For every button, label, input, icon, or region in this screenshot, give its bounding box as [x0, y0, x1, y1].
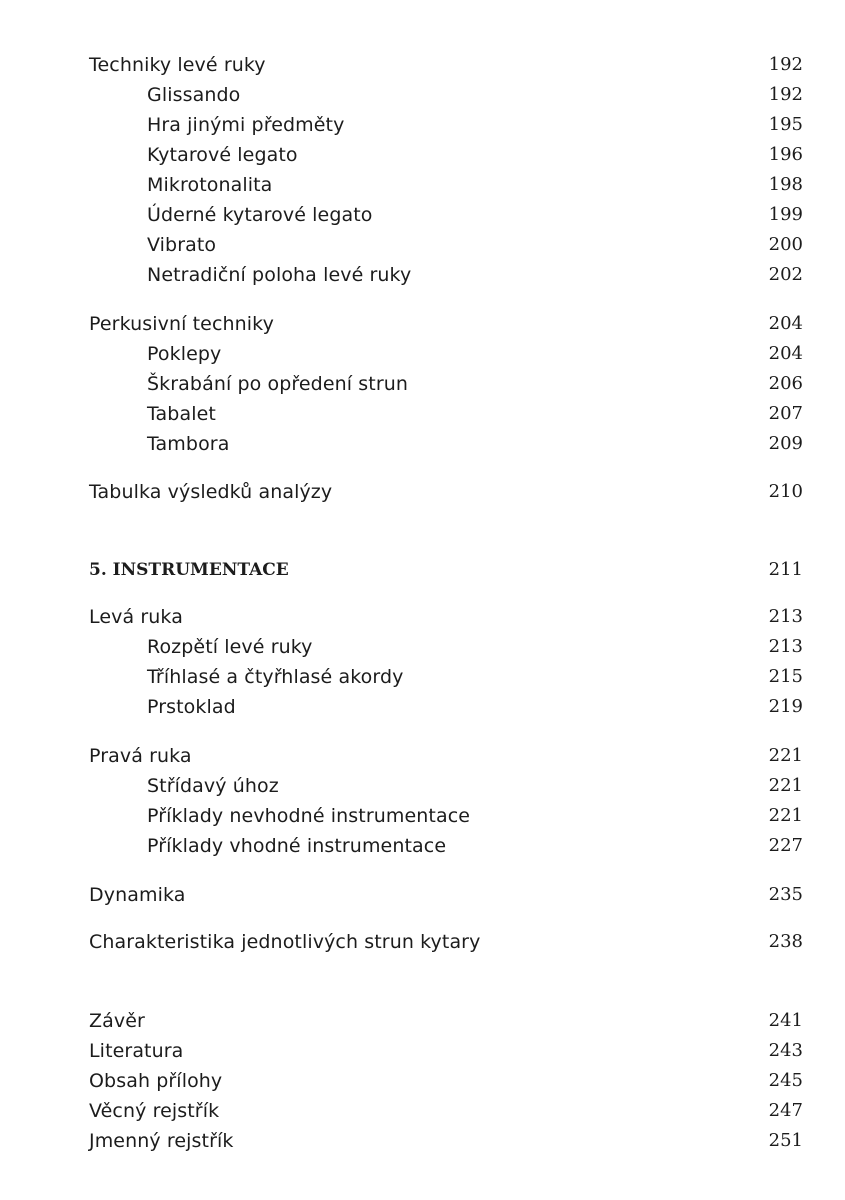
toc-chapter-title: 5. INSTRUMENTACE [89, 560, 289, 580]
toc-entry-title: Úderné kytarové legato [147, 204, 373, 226]
toc-entry-page: 204 [768, 313, 803, 334]
toc-entry-title: Netradiční poloha levé ruky [147, 264, 412, 286]
toc-entry-page: 192 [768, 84, 803, 105]
toc-entry [0, 831, 845, 861]
toc-entry-page: 209 [768, 433, 803, 454]
toc-entry-title: Věcný rejstřík [89, 1100, 220, 1122]
toc-entry [0, 1006, 845, 1036]
toc-entry [0, 80, 845, 110]
toc-entry [0, 801, 845, 831]
toc-entry-page: 238 [768, 931, 803, 952]
toc-entry [0, 200, 845, 230]
toc-entry-title: Škrabání po opředení strun [147, 373, 409, 395]
toc-entry [0, 1126, 845, 1156]
toc-entry-title: Literatura [89, 1040, 184, 1062]
toc-entry [0, 477, 845, 507]
toc-entry-page: 235 [768, 884, 803, 905]
toc-entry [0, 1066, 845, 1096]
toc-entry-title: Tříhlasé a čtyřhlasé akordy [147, 666, 404, 688]
toc-entry-title: Levá ruka [89, 606, 183, 628]
toc-entry [0, 309, 845, 339]
toc-entry-page: 213 [768, 606, 803, 627]
toc-entry-page: 204 [768, 343, 803, 364]
toc-entry [0, 602, 845, 632]
toc-entry-title: Závěr [89, 1010, 145, 1032]
toc-entry-page: 192 [768, 54, 803, 75]
toc-entry [0, 260, 845, 290]
toc-entry-page: 221 [768, 775, 803, 796]
toc-entry [0, 880, 845, 910]
toc-entry-page: 210 [768, 481, 803, 502]
toc-entry-title: Kytarové legato [147, 144, 298, 166]
toc-entry-page: 207 [768, 403, 803, 424]
toc-entry-page: 202 [768, 264, 803, 285]
toc-entry-page: 241 [768, 1010, 803, 1031]
toc-entry-page: 206 [768, 373, 803, 394]
toc-entry-title: Charakteristika jednotlivých strun kytary [89, 931, 481, 953]
toc-entry [0, 771, 845, 801]
toc-entry [0, 170, 845, 200]
toc-entry-title: Techniky levé ruky [89, 54, 266, 76]
toc-entry [0, 110, 845, 140]
toc-entry-page: 251 [768, 1130, 803, 1151]
toc-entry-page: 199 [768, 204, 803, 225]
toc-entry-title: Střídavý úhoz [147, 775, 279, 797]
toc-entry-title: Mikrotonalita [147, 174, 273, 196]
toc-entry [0, 692, 845, 722]
toc-entry-title: Tambora [147, 433, 230, 455]
toc-entry-page: 221 [768, 745, 803, 766]
toc-chapter-heading [0, 555, 845, 585]
toc-entry-title: Dynamika [89, 884, 186, 906]
toc-entry [0, 339, 845, 369]
toc-entry-title: Hra jinými předměty [147, 114, 345, 136]
toc-entry-page: 195 [768, 114, 803, 135]
toc-entry [0, 429, 845, 459]
toc-entry-page: 247 [768, 1100, 803, 1121]
toc-entry-title: Tabulka výsledků analýzy [89, 481, 333, 503]
toc-entry-title: Tabalet [147, 403, 216, 425]
toc-entry-page: 198 [768, 174, 803, 195]
toc-entry-page: 200 [768, 234, 803, 255]
toc-entry [0, 1096, 845, 1126]
toc-entry [0, 632, 845, 662]
toc-entry-page: 196 [768, 144, 803, 165]
toc-entry [0, 50, 845, 80]
toc-entry-page: 227 [768, 835, 803, 856]
toc-entry-page: 245 [768, 1070, 803, 1091]
toc-entry-page: 243 [768, 1040, 803, 1061]
toc-entry-page: 211 [768, 559, 803, 580]
toc-entry-title: Prstoklad [147, 696, 236, 718]
toc-entry-title: Pravá ruka [89, 745, 192, 767]
toc-entry [0, 140, 845, 170]
toc-entry [0, 399, 845, 429]
toc-entry-title: Příklady nevhodné instrumentace [147, 805, 471, 827]
toc-entry-title: Poklepy [147, 343, 222, 365]
toc-entry [0, 741, 845, 771]
toc-entry-page: 215 [768, 666, 803, 687]
toc-entry-title: Obsah přílohy [89, 1070, 223, 1092]
toc-entry [0, 230, 845, 260]
toc-entry [0, 369, 845, 399]
toc-entry-page: 213 [768, 636, 803, 657]
toc-entry-title: Glissando [147, 84, 241, 106]
toc-entry-title: Rozpětí levé ruky [147, 636, 313, 658]
toc-entry [0, 927, 845, 957]
toc-entry-title: Perkusivní techniky [89, 313, 274, 335]
toc-entry-title: Vibrato [147, 234, 217, 256]
toc-entry-title: Příklady vhodné instrumentace [147, 835, 447, 857]
toc-entry-page: 221 [768, 805, 803, 826]
toc-entry-page: 219 [768, 696, 803, 717]
toc-entry-title: Jmenný rejstřík [89, 1130, 234, 1152]
toc-entry [0, 1036, 845, 1066]
toc-entry [0, 662, 845, 692]
